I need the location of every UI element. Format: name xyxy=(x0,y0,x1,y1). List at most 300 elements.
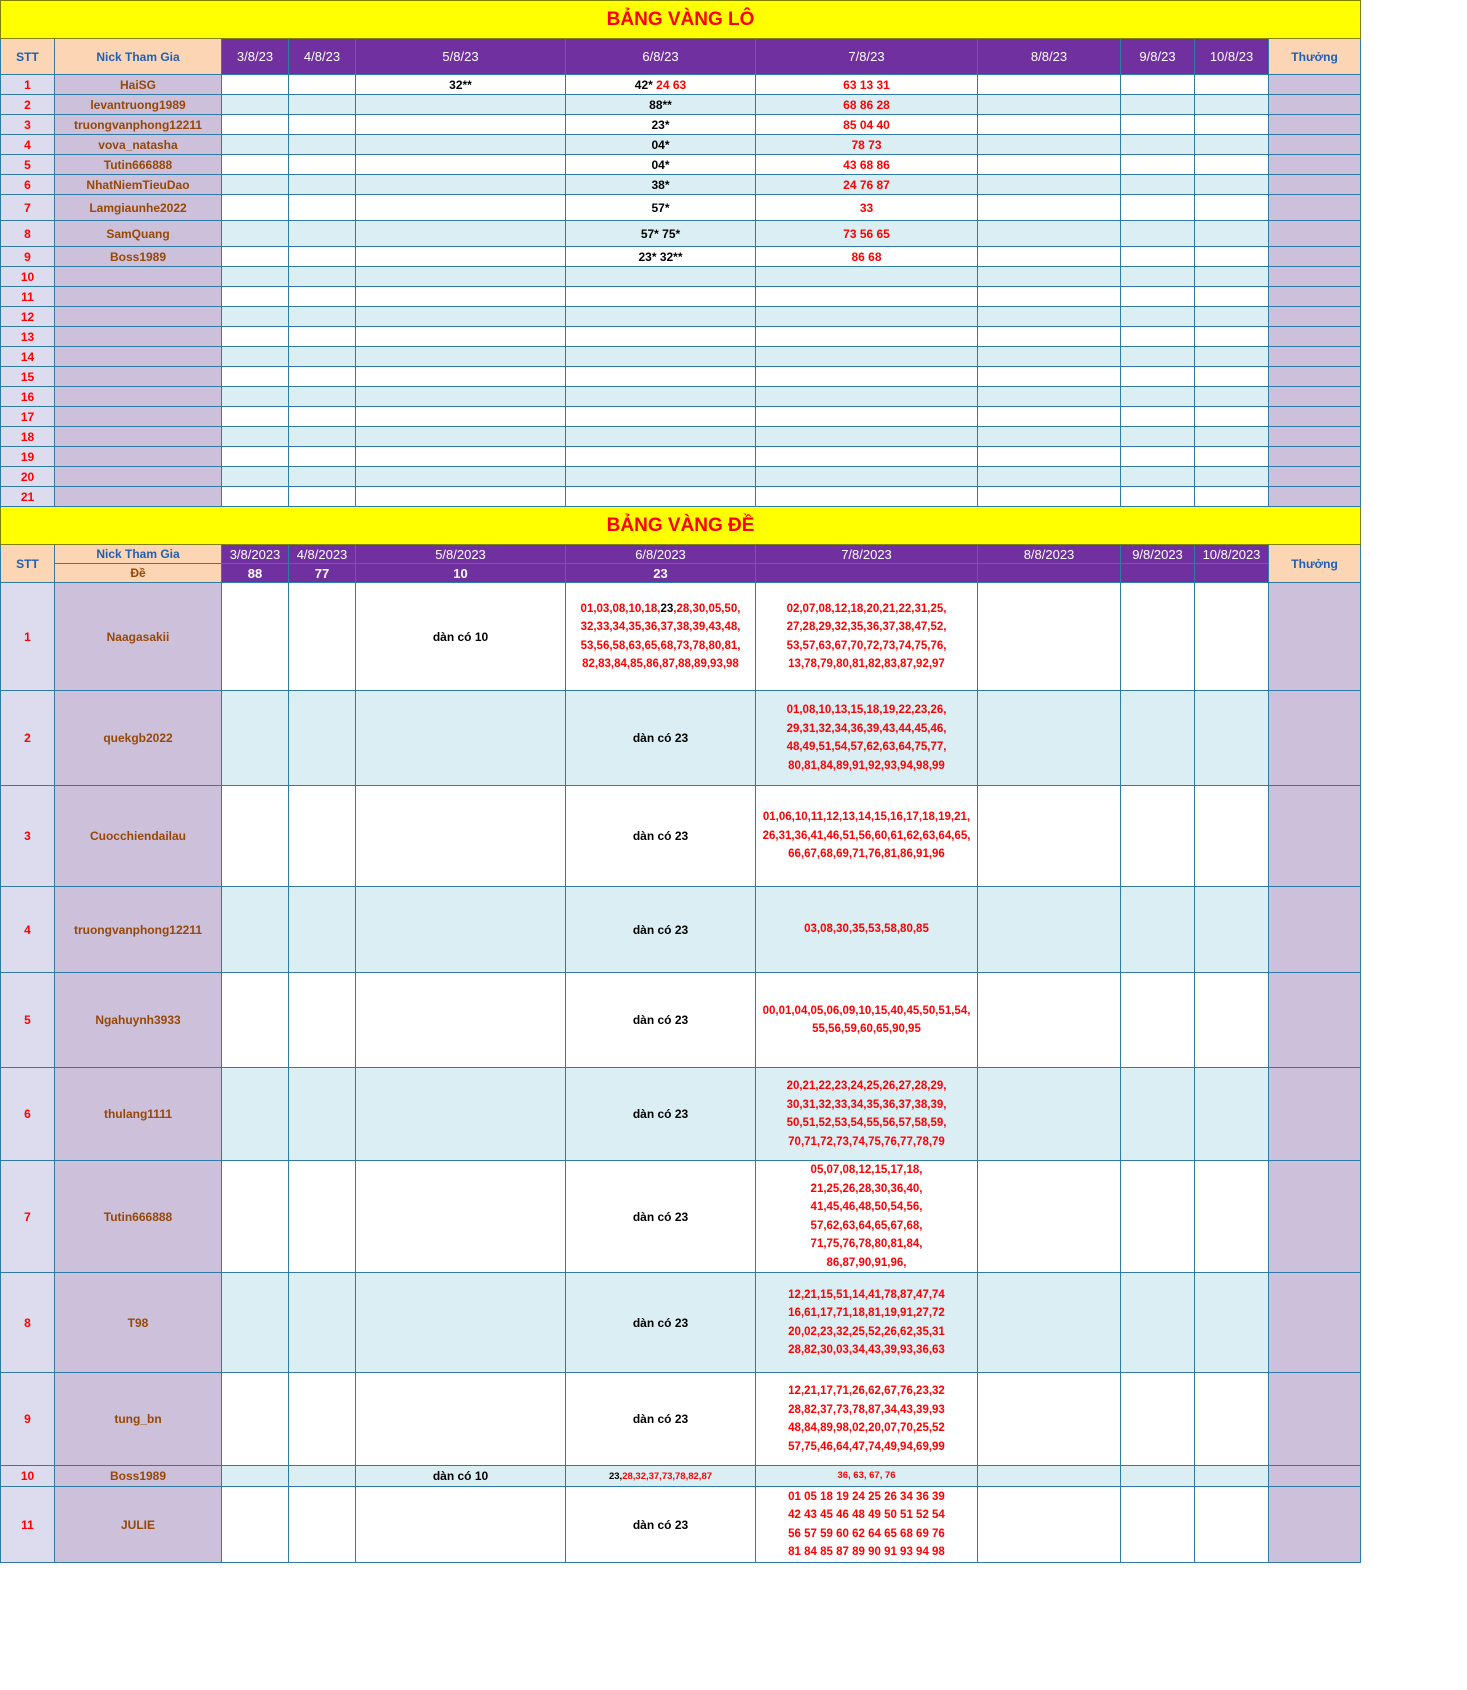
day-cell-7-8 xyxy=(756,973,978,1068)
day-cell xyxy=(978,973,1121,1068)
day-cell xyxy=(222,1161,289,1273)
day-cell-6-8 xyxy=(566,135,756,155)
thuong-cell xyxy=(1269,1068,1361,1161)
thuong-cell xyxy=(1269,115,1361,135)
row-nick xyxy=(55,367,222,387)
day-cell xyxy=(1195,347,1269,367)
day-cell xyxy=(1121,427,1195,447)
cell-text: 28,32,37,73,78,82,87 xyxy=(622,1470,713,1482)
day-cell xyxy=(222,95,289,115)
thuong-cell xyxy=(1269,267,1361,287)
day-cell xyxy=(1195,1273,1269,1373)
day-cell xyxy=(1121,347,1195,367)
day-cell-5-8 xyxy=(356,447,566,467)
cell-text: dàn có 23 xyxy=(632,1107,689,1121)
thuong-cell xyxy=(1269,347,1361,367)
day-cell-5-8 xyxy=(356,973,566,1068)
day-cell xyxy=(978,1161,1121,1273)
day-cell xyxy=(222,175,289,195)
day-cell-7-8 xyxy=(756,287,978,307)
row-nick: SamQuang xyxy=(55,221,222,247)
day-cell xyxy=(222,1373,289,1466)
day-cell xyxy=(1121,287,1195,307)
day-cell xyxy=(1195,887,1269,973)
day-cell xyxy=(978,407,1121,427)
day-cell xyxy=(1121,1373,1195,1466)
thuong-cell xyxy=(1269,75,1361,95)
day-cell xyxy=(1195,95,1269,115)
day-cell xyxy=(1121,387,1195,407)
row-nick xyxy=(55,307,222,327)
day-cell-5-8 xyxy=(356,467,566,487)
cell-text: 04* xyxy=(651,137,670,152)
row-stt: 4 xyxy=(1,135,55,155)
thuong-cell xyxy=(1269,1273,1361,1373)
header-date: 4/8/23 xyxy=(289,39,356,75)
table-row xyxy=(1,155,1361,175)
day-cell xyxy=(1195,973,1269,1068)
row-stt: 11 xyxy=(1,1487,55,1563)
row-nick: JULIE xyxy=(55,1487,222,1563)
day-cell-5-8 xyxy=(356,407,566,427)
day-cell xyxy=(289,691,356,786)
thuong-cell xyxy=(1269,155,1361,175)
cell-text: 23 xyxy=(660,602,674,615)
day-cell xyxy=(222,1068,289,1161)
day-cell xyxy=(1195,786,1269,887)
day-cell-6-8 xyxy=(566,786,756,887)
thuong-cell xyxy=(1269,247,1361,267)
day-cell xyxy=(222,221,289,247)
thuong-cell xyxy=(1269,1373,1361,1466)
thuong-cell xyxy=(1269,447,1361,467)
day-cell xyxy=(1121,75,1195,95)
header-de-label: Đề xyxy=(55,564,222,583)
row-nick: vova_natasha xyxy=(55,135,222,155)
row-nick: tung_bn xyxy=(55,1373,222,1466)
day-cell xyxy=(289,367,356,387)
day-cell xyxy=(1195,1466,1269,1487)
table-row xyxy=(1,95,1361,115)
day-cell xyxy=(1121,973,1195,1068)
day-cell-6-8 xyxy=(566,95,756,115)
row-stt: 2 xyxy=(1,95,55,115)
day-cell xyxy=(1195,267,1269,287)
day-cell xyxy=(289,427,356,447)
table-row xyxy=(1,175,1361,195)
row-nick xyxy=(55,487,222,507)
day-cell xyxy=(289,75,356,95)
row-nick: HaiSG xyxy=(55,75,222,95)
day-cell-7-8: 63 13 31 xyxy=(756,75,978,95)
day-cell xyxy=(222,155,289,175)
day-cell xyxy=(1195,691,1269,786)
table-row xyxy=(1,267,1361,287)
day-cell xyxy=(1121,1161,1195,1273)
day-cell xyxy=(1195,327,1269,347)
day-cell-6-8 xyxy=(566,887,756,973)
header-date: 6/8/2023 xyxy=(566,545,756,564)
number-list xyxy=(566,600,755,674)
day-cell xyxy=(978,287,1121,307)
day-cell xyxy=(222,307,289,327)
day-cell-7-8 xyxy=(756,1068,978,1161)
thuong-cell xyxy=(1269,195,1361,221)
row-stt: 9 xyxy=(1,247,55,267)
header-date: 10/8/2023 xyxy=(1195,545,1269,564)
cell-text: 57* xyxy=(651,200,670,215)
day-cell xyxy=(222,973,289,1068)
day-cell xyxy=(978,427,1121,447)
day-cell-5-8 xyxy=(356,786,566,887)
day-cell xyxy=(978,267,1121,287)
day-cell-6-8 xyxy=(566,175,756,195)
header-stt: STT xyxy=(1,39,55,75)
day-cell xyxy=(978,467,1121,487)
table-row xyxy=(1,1161,1361,1273)
day-cell xyxy=(978,135,1121,155)
thuong-cell xyxy=(1269,487,1361,507)
day-cell xyxy=(1195,155,1269,175)
day-cell xyxy=(1121,467,1195,487)
number-list: 05,07,08,12,15,17,18, 21,25,26,28,30,36,40, 41,45,46,48,50,54,56, 57,62,63,64,65,67,68, 71,75,76,78,80,81,84, 86,87,90,91,96, xyxy=(810,1164,923,1269)
day-cell-5-8 xyxy=(356,195,566,221)
row-stt: 6 xyxy=(1,175,55,195)
day-cell xyxy=(1195,1487,1269,1563)
day-cell xyxy=(1195,195,1269,221)
table-row xyxy=(1,347,1361,367)
day-cell xyxy=(1195,407,1269,427)
day-cell-7-8 xyxy=(756,347,978,367)
day-cell-5-8 xyxy=(356,347,566,367)
day-cell xyxy=(1121,195,1195,221)
table-row xyxy=(1,407,1361,427)
thuong-cell xyxy=(1269,387,1361,407)
day-cell-5-8 xyxy=(356,1373,566,1466)
day-cell xyxy=(289,267,356,287)
day-cell xyxy=(1195,387,1269,407)
day-cell xyxy=(289,115,356,135)
day-cell xyxy=(978,75,1121,95)
day-cell-5-8 xyxy=(356,267,566,287)
row-nick xyxy=(55,447,222,467)
day-cell-5-8 xyxy=(356,287,566,307)
cell-text: 24 63 xyxy=(656,77,687,92)
cell-text: 01,03,08,10,18, xyxy=(580,602,661,615)
thuong-cell xyxy=(1269,467,1361,487)
day-cell xyxy=(978,387,1121,407)
day-cell-7-8 xyxy=(756,307,978,327)
day-cell xyxy=(222,195,289,221)
header-date: 10/8/23 xyxy=(1195,39,1269,75)
day-cell-5-8 xyxy=(356,427,566,447)
day-cell-6-8 xyxy=(566,367,756,387)
day-cell-6-8 xyxy=(566,487,756,507)
day-cell-5-8 xyxy=(356,135,566,155)
day-cell xyxy=(1121,155,1195,175)
header-nick: Nick Tham Gia xyxy=(55,545,222,564)
day-cell xyxy=(978,1068,1121,1161)
day-cell xyxy=(289,347,356,367)
table-row xyxy=(1,367,1361,387)
row-stt: 8 xyxy=(1,1273,55,1373)
day-cell xyxy=(1121,327,1195,347)
row-stt: 16 xyxy=(1,387,55,407)
day-cell-7-8 xyxy=(756,1161,978,1273)
day-cell-6-8 xyxy=(566,267,756,287)
day-cell xyxy=(978,487,1121,507)
day-cell-5-8 xyxy=(356,367,566,387)
de-title: BẢNG VÀNG ĐỀ xyxy=(1,507,1361,545)
day-cell-6-8 xyxy=(566,691,756,786)
cell-text: dàn có 23 xyxy=(632,1013,689,1027)
row-stt: 1 xyxy=(1,75,55,95)
day-cell-7-8 xyxy=(756,327,978,347)
day-cell xyxy=(289,973,356,1068)
day-cell xyxy=(289,1487,356,1563)
day-cell-6-8 xyxy=(566,447,756,467)
day-cell-7-8 xyxy=(756,367,978,387)
row-nick xyxy=(55,267,222,287)
header-date: 3/8/23 xyxy=(222,39,289,75)
day-cell-7-8: 33 xyxy=(756,195,978,221)
day-cell xyxy=(978,1373,1121,1466)
table-row xyxy=(1,287,1361,307)
row-stt: 20 xyxy=(1,467,55,487)
day-cell xyxy=(222,327,289,347)
header-date: 7/8/2023 xyxy=(756,545,978,564)
day-cell xyxy=(222,467,289,487)
day-cell xyxy=(1121,175,1195,195)
day-cell xyxy=(1195,1373,1269,1466)
day-cell xyxy=(978,1487,1121,1563)
day-cell xyxy=(1121,221,1195,247)
row-nick xyxy=(55,327,222,347)
cell-text: 23, xyxy=(608,1470,623,1482)
day-cell-7-8: 78 73 xyxy=(756,135,978,155)
day-cell xyxy=(222,115,289,135)
thuong-cell xyxy=(1269,175,1361,195)
thuong-cell xyxy=(1269,287,1361,307)
number-list: 01,06,10,11,12,13,14,15,16,17,18,19,21, 26,31,36,41,46,51,56,60,61,62,63,64,65, 66,67,68,69,71,76,81,86,91,96 xyxy=(762,811,971,861)
day-cell xyxy=(978,327,1121,347)
day-cell-7-8: 24 76 87 xyxy=(756,175,978,195)
day-cell-7-8 xyxy=(756,407,978,427)
day-cell xyxy=(978,447,1121,467)
table-row xyxy=(1,1273,1361,1373)
day-cell xyxy=(1195,75,1269,95)
thuong-cell xyxy=(1269,95,1361,115)
day-cell xyxy=(1121,307,1195,327)
row-nick: thulang1111 xyxy=(55,1068,222,1161)
row-nick: quekgb2022 xyxy=(55,691,222,786)
number-list: 12,21,15,51,14,41,78,87,47,74 16,61,17,71,18,81,19,91,27,72 20,02,23,32,25,52,26,62,35,31 28,82,30,03,34,43,39,93,36,63 xyxy=(788,1288,945,1356)
day-cell xyxy=(1121,267,1195,287)
day-cell xyxy=(1195,1068,1269,1161)
day-cell xyxy=(289,467,356,487)
day-cell xyxy=(978,786,1121,887)
cell-text: 23* 32** xyxy=(638,249,683,264)
day-cell xyxy=(289,1161,356,1273)
day-cell xyxy=(1121,786,1195,887)
day-cell xyxy=(289,95,356,115)
day-cell-6-8 xyxy=(566,407,756,427)
day-cell xyxy=(1195,307,1269,327)
day-cell-5-8: dàn có 10 xyxy=(356,1466,566,1487)
row-stt: 4 xyxy=(1,887,55,973)
header-date: 7/8/23 xyxy=(756,39,978,75)
thuong-cell xyxy=(1269,427,1361,447)
day-cell xyxy=(222,487,289,507)
row-nick: Tutin666888 xyxy=(55,155,222,175)
header-result xyxy=(1195,564,1269,583)
thuong-cell xyxy=(1269,1466,1361,1487)
day-cell xyxy=(289,487,356,507)
day-cell-7-8: 85 04 40 xyxy=(756,115,978,135)
table-row xyxy=(1,487,1361,507)
table-row xyxy=(1,467,1361,487)
day-cell xyxy=(222,75,289,95)
day-cell xyxy=(1195,175,1269,195)
day-cell-5-8: dàn có 10 xyxy=(356,583,566,691)
day-cell xyxy=(978,347,1121,367)
cell-text: 88** xyxy=(649,97,672,112)
number-list: 12,21,17,71,26,62,67,76,23,32 28,82,37,73,78,87,34,43,39,93 48,84,89,98,02,20,07,70,25,52 57,75,46,64,47,74,49,94,69,99 xyxy=(788,1385,945,1453)
day-cell xyxy=(978,1273,1121,1373)
cell-text: 04* xyxy=(651,157,670,172)
header-date: 5/8/2023 xyxy=(356,545,566,564)
day-cell xyxy=(222,387,289,407)
day-cell xyxy=(222,247,289,267)
day-cell-7-8 xyxy=(756,467,978,487)
row-nick: levantruong1989 xyxy=(55,95,222,115)
day-cell xyxy=(289,247,356,267)
day-cell-5-8 xyxy=(356,307,566,327)
day-cell-6-8 xyxy=(566,155,756,175)
day-cell-7-8 xyxy=(756,447,978,467)
day-cell xyxy=(222,583,289,691)
header-result: 10 xyxy=(356,564,566,583)
row-stt: 10 xyxy=(1,1466,55,1487)
day-cell xyxy=(222,427,289,447)
day-cell-6-8 xyxy=(566,347,756,367)
header-date: 8/8/2023 xyxy=(978,545,1121,564)
day-cell-6-8 xyxy=(566,307,756,327)
day-cell xyxy=(1121,1487,1195,1563)
day-cell xyxy=(1195,1161,1269,1273)
header-thuong: Thưởng xyxy=(1269,39,1361,75)
number-list: 36, 63, 67, 76 xyxy=(837,1469,896,1481)
day-cell xyxy=(222,1466,289,1487)
day-cell-5-8 xyxy=(356,175,566,195)
table-row xyxy=(1,307,1361,327)
table-row xyxy=(1,447,1361,467)
day-cell xyxy=(978,95,1121,115)
day-cell xyxy=(222,447,289,467)
day-cell-5-8 xyxy=(356,327,566,347)
day-cell-7-8 xyxy=(756,387,978,407)
day-cell-6-8 xyxy=(566,1487,756,1563)
day-cell-7-8 xyxy=(756,1373,978,1466)
day-cell xyxy=(1195,447,1269,467)
day-cell-7-8 xyxy=(756,267,978,287)
number-list: 03,08,30,35,53,58,80,85 xyxy=(804,923,929,936)
day-cell-6-8 xyxy=(566,1161,756,1273)
day-cell-7-8 xyxy=(756,1466,978,1487)
day-cell-7-8: 68 86 28 xyxy=(756,95,978,115)
table-row xyxy=(1,427,1361,447)
day-cell-5-8 xyxy=(356,1161,566,1273)
day-cell xyxy=(978,691,1121,786)
table-row xyxy=(1,583,1361,691)
day-cell-5-8 xyxy=(356,1273,566,1373)
table-row xyxy=(1,327,1361,347)
day-cell-6-8 xyxy=(566,287,756,307)
day-cell-6-8 xyxy=(566,75,756,95)
row-nick xyxy=(55,407,222,427)
row-stt: 7 xyxy=(1,1161,55,1273)
day-cell xyxy=(1195,115,1269,135)
row-stt: 11 xyxy=(1,287,55,307)
day-cell xyxy=(978,367,1121,387)
day-cell xyxy=(289,327,356,347)
table-row xyxy=(1,115,1361,135)
row-stt: 19 xyxy=(1,447,55,467)
table-row xyxy=(1,221,1361,247)
day-cell-7-8 xyxy=(756,1487,978,1563)
table-row xyxy=(1,786,1361,887)
day-cell xyxy=(289,155,356,175)
row-stt: 12 xyxy=(1,307,55,327)
day-cell xyxy=(1121,447,1195,467)
row-stt: 14 xyxy=(1,347,55,367)
cell-text: dàn có 23 xyxy=(632,731,689,745)
row-nick xyxy=(55,427,222,447)
row-stt: 5 xyxy=(1,973,55,1068)
day-cell xyxy=(289,1466,356,1487)
thuong-cell xyxy=(1269,973,1361,1068)
header-nick: Nick Tham Gia xyxy=(55,39,222,75)
day-cell xyxy=(222,1273,289,1373)
day-cell-6-8 xyxy=(566,973,756,1068)
row-nick: Cuocchiendailau xyxy=(55,786,222,887)
day-cell-6-8 xyxy=(566,115,756,135)
day-cell xyxy=(289,287,356,307)
day-cell-5-8 xyxy=(356,155,566,175)
table-row xyxy=(1,691,1361,786)
day-cell-7-8 xyxy=(756,427,978,447)
day-cell xyxy=(978,155,1121,175)
header-result: 23 xyxy=(566,564,756,583)
day-cell xyxy=(1121,247,1195,267)
table-row xyxy=(1,247,1361,267)
day-cell xyxy=(1195,467,1269,487)
day-cell xyxy=(222,347,289,367)
row-nick: Lamgiaunhe2022 xyxy=(55,195,222,221)
day-cell xyxy=(1121,367,1195,387)
row-nick: Boss1989 xyxy=(55,1466,222,1487)
day-cell xyxy=(222,407,289,427)
cell-text: 38* xyxy=(651,177,670,192)
day-cell-7-8 xyxy=(756,583,978,691)
day-cell xyxy=(289,583,356,691)
day-cell xyxy=(978,1466,1121,1487)
day-cell xyxy=(222,887,289,973)
day-cell-7-8 xyxy=(756,1273,978,1373)
header-date: 9/8/23 xyxy=(1121,39,1195,75)
day-cell xyxy=(1195,583,1269,691)
row-nick: Naagasakii xyxy=(55,583,222,691)
